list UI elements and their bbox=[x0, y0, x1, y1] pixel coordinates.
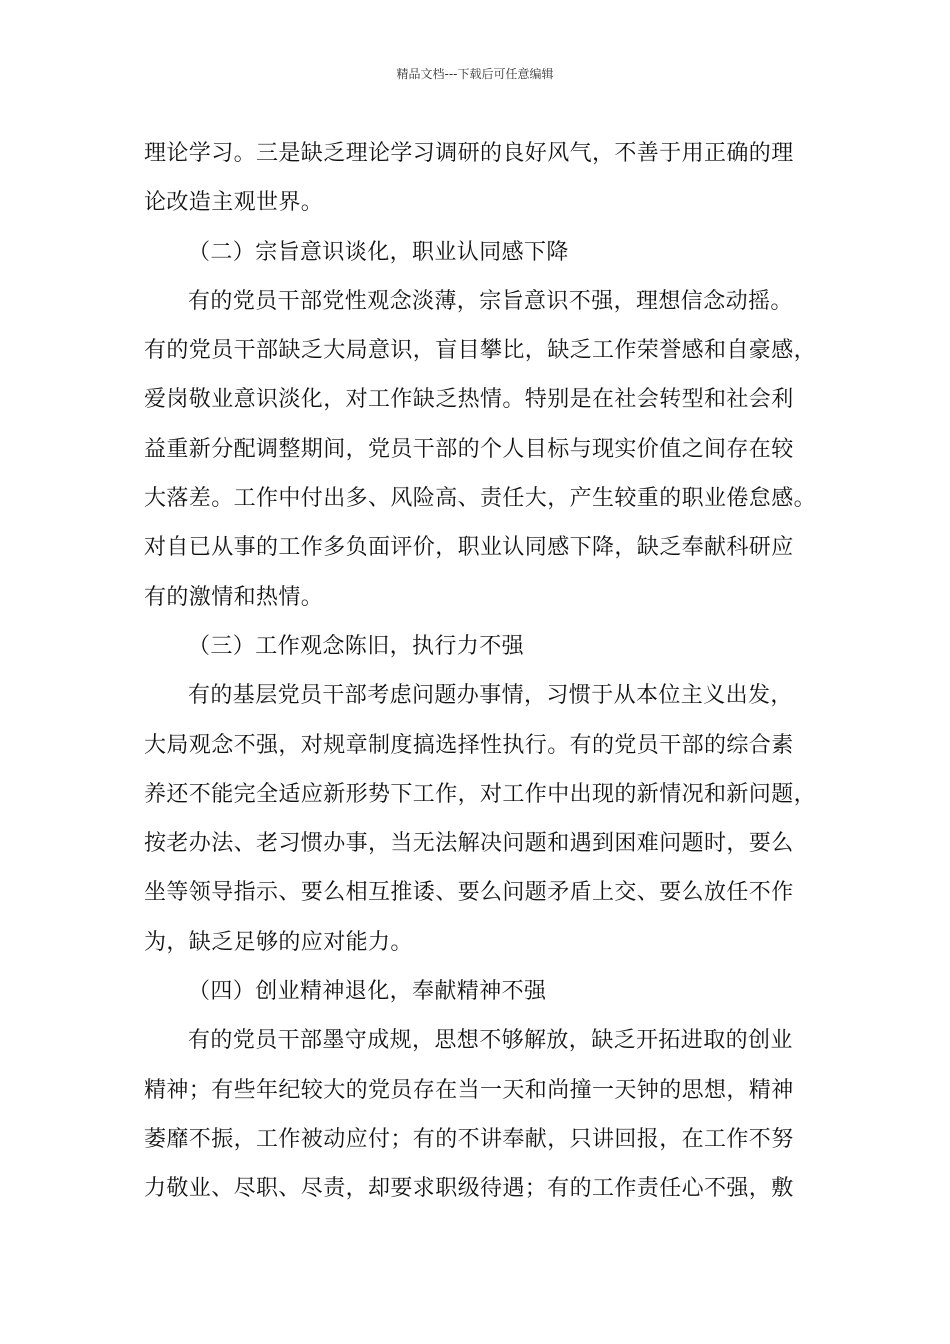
text-line: 有的党员干部缺乏大局意识，盲目攀比，缺乏工作荣誉感和自豪感， bbox=[144, 338, 817, 364]
text-line: 理论学习。三是缺乏理论学习调研的良好风气，不善于用正确的理 bbox=[144, 141, 794, 166]
document-body bbox=[144, 129, 834, 1214]
text-line: 萎靡不振，工作被动应付；有的不讲奉献，只讲回报，在工作不努 bbox=[144, 1126, 794, 1152]
text-line: 益重新分配调整期间，党员干部的个人目标与现实价值之间存在较 bbox=[144, 436, 794, 462]
text-line: 有的党员干部党性观念淡薄，宗旨意识不强，理想信念动摇。 bbox=[188, 288, 793, 314]
text-line: 为，缺乏足够的应对能力。 bbox=[144, 929, 413, 955]
page-header: 精品文档---下载后可任意编辑 bbox=[396, 67, 554, 81]
text-line: 爱岗敬业意识淡化，对工作缺乏热情。特别是在社会转型和社会利 bbox=[144, 387, 794, 413]
text-line: 精神；有些年纪较大的党员存在当一天和尚撞一天钟的思想，精神 bbox=[144, 1077, 794, 1103]
text-line: 对自已从事的工作多负面评价，职业认同感下降，缺乏奉献科研应 bbox=[144, 535, 794, 561]
text-line: 力敬业、尽职、尽责，却要求职级待遇；有的工作责任心不强，敷 bbox=[144, 1176, 794, 1202]
section-heading: （三）工作观念陈旧，执行力不强 bbox=[188, 633, 525, 659]
text-line: 按老办法、老习惯办事，当无法解决问题和遇到困难问题时，要么 bbox=[144, 831, 794, 857]
text-line: 养还不能完全适应新形势下工作，对工作中出现的新情况和新问题， bbox=[144, 781, 817, 807]
text-line: 论改造主观世界。 bbox=[144, 190, 324, 216]
section-heading: （四）创业精神退化，奉献精神不强 bbox=[188, 979, 547, 1005]
text-line: 有的激情和热情。 bbox=[144, 584, 324, 610]
text-line: 大局观念不强，对规章制度搞选择性执行。有的党员干部的综合素 bbox=[144, 732, 794, 758]
text-line: 有的基层党员干部考虑问题办事情，习惯于从本位主义出发， bbox=[188, 683, 793, 709]
text-line: 有的党员干部墨守成规，思想不够解放，缺乏开拓进取的创业 bbox=[188, 1028, 793, 1054]
text-line: 大落差。工作中付出多、风险高、责任大，产生较重的职业倦怠感。 bbox=[144, 486, 817, 512]
section-heading: （二）宗旨意识谈化，职业认同感下降 bbox=[188, 239, 569, 265]
text-line: 坐等领导指示、要么相互推诿、要么问题矛盾上交、要么放任不作 bbox=[144, 880, 794, 906]
